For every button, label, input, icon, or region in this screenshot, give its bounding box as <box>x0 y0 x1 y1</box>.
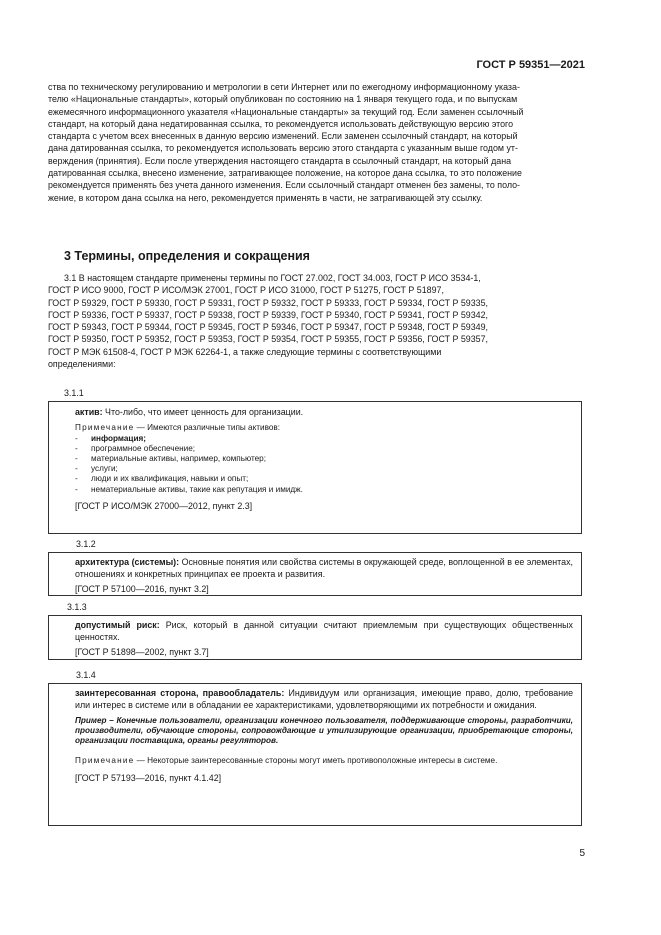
list-item: - услуги; <box>75 464 573 474</box>
note-label: Примечание <box>75 423 135 433</box>
term-text: Индивидуум или организация, имеющие право, долю, требование или интерес в системе или в обладании ее характеристиками, удовлетворяющими их потребности и ожидания. <box>75 688 574 711</box>
note-list <box>75 434 573 495</box>
text-line: ГОСТ Р 59329, ГОСТ Р 59330, ГОСТ Р 59331, ГОСТ Р 59332, ГОСТ Р 59333, ГОСТ Р 59334, ГОСТ Р 59335, <box>48 297 488 308</box>
term-number: 3.1.4 <box>76 670 96 680</box>
term-name: актив: <box>75 407 103 417</box>
text-line: телю «Национальные стандарты», который опубликован по состоянию на 1 января текущего года, и по выпускам <box>48 94 518 105</box>
term-box-architecture <box>48 552 582 596</box>
term-source: [ГОСТ Р ИСО/МЭК 27000—2012, пункт 2.3] <box>75 500 253 511</box>
term-name: архитектура (системы): <box>75 557 180 567</box>
term-definition <box>75 556 573 581</box>
term-text: Что-либо, что имеет ценность для организации. <box>102 407 304 417</box>
note-text: — Имеются различные типы активов: <box>134 423 281 433</box>
page-number: 5 <box>579 848 585 859</box>
term-number: 3.1.1 <box>64 388 84 398</box>
list-item: - информация; <box>75 434 573 444</box>
term-number: 3.1.2 <box>76 539 96 549</box>
intro-paragraph <box>48 81 582 204</box>
term-name: допустимый риск: <box>75 620 160 630</box>
term-name: заинтересованная сторона, правообладатель: <box>75 688 285 698</box>
list-item: - люди и их квалификация, навыки и опыт; <box>75 474 573 484</box>
text-line: рекомендуется применять без учета данного изменения. Если ссылочный стандарт отменен без замены, то поло- <box>48 180 521 191</box>
term-source: [ГОСТ Р 57193—2016, пункт 4.1.42] <box>75 772 222 783</box>
term-definition <box>75 406 573 418</box>
term-source: [ГОСТ Р 57100—2016, пункт 3.2] <box>75 583 209 594</box>
term-definition <box>75 687 573 712</box>
text-line: ства по техническому регулированию и метрологии в сети Интернет или по ежегодному информационному указа- <box>48 82 520 92</box>
term-box-asset <box>48 401 582 534</box>
term-number: 3.1.3 <box>67 602 87 612</box>
note-text: — Некоторые заинтересованные стороны могут иметь противоположные интересы в системе. <box>134 756 498 766</box>
term-source: [ГОСТ Р 51898—2002, пункт 3.7] <box>75 646 209 657</box>
term-box-acceptable-risk <box>48 615 582 660</box>
text-line: ГОСТ Р МЭК 61508-4, ГОСТ Р МЭК 62264-1, а также следующие термины с соответствующими <box>48 346 442 357</box>
text-line: определениями: <box>48 359 116 370</box>
text-line: жение, в котором дана ссылка на него, рекомендуется применять в части, не затрагивающей эту ссылку. <box>48 192 483 203</box>
term-definition <box>75 619 573 644</box>
text-line: дана датированная ссылка, то рекомендуется использовать версию этого стандарта с указанным выше годом ут- <box>48 143 518 154</box>
text-line: ГОСТ Р 59343, ГОСТ Р 59344, ГОСТ Р 59345, ГОСТ Р 59346, ГОСТ Р 59347, ГОСТ Р 59348, ГОСТ Р 59349, <box>48 322 488 333</box>
term-note <box>75 423 573 433</box>
text-line: 3.1 В настоящем стандарте применены термины по ГОСТ 27.002, ГОСТ 34.003, ГОСТ Р ИСО 3534-1, <box>64 273 481 283</box>
standard-header: ГОСТ Р 59351—2021 <box>476 59 585 71</box>
term-note <box>75 756 573 766</box>
note-label: Примечание <box>75 756 135 766</box>
term-text: Риск, который в данной ситуации считают приемлемым при существующих общественных ценностях. <box>75 620 573 643</box>
term-box-stakeholder <box>48 683 582 826</box>
text-line: стандарта с учетом всех внесенных в данную версию изменений. Если заменен ссылочный стандарт, на который <box>48 131 518 142</box>
list-item: - нематериальные активы, такие как репутация и имидж. <box>75 485 573 495</box>
text-line: ежемесячного информационного указателя «Национальные стандарты» за текущий год. Если заменен ссылочный <box>48 106 524 117</box>
text-line: ГОСТ Р ИСО 9000, ГОСТ Р ИСО/МЭК 27001, ГОСТ Р ИСО 31000, ГОСТ Р 51275, ГОСТ Р 51897, <box>48 285 444 296</box>
list-item: - программное обеспечение; <box>75 444 573 454</box>
clause-3-1 <box>48 272 582 370</box>
list-item: - материальные активы, например, компьютер; <box>75 454 573 464</box>
term-example: Пример – Конечные пользователи, организации конечного пользователя, поддерживающие стороны, разработчики, производители, обучающие стороны, сопровождающие и утилизирующие организации, приобретающие стороны, организации поставщика, органы регуляторов. <box>75 715 573 746</box>
text-line: верждения (принятия). Если после утверждения настоящего стандарта в ссылочный стандарт, на который дана <box>48 155 512 166</box>
text-line: ГОСТ Р 59336, ГОСТ Р 59337, ГОСТ Р 59338, ГОСТ Р 59339, ГОСТ Р 59340, ГОСТ Р 59341, ГОСТ Р 59342, <box>48 309 488 320</box>
text-line: стандарт, на который дана недатированная ссылка, то рекомендуется использовать действующую версию этого <box>48 118 514 129</box>
text-line: датированная ссылка, внесено изменение, затрагивающее положение, на которое дана ссылка, то это положение <box>48 168 522 179</box>
section-title: 3 Термины, определения и сокращения <box>64 249 310 263</box>
term-text: Основные понятия или свойства системы в окружающей среде, воплощенной в ее элементах, отношениях и конкретных принципах ее проекта и развития. <box>75 557 573 580</box>
text-line: ГОСТ Р 59350, ГОСТ Р 59352, ГОСТ Р 59353, ГОСТ Р 59354, ГОСТ Р 59355, ГОСТ Р 59356, ГОСТ Р 59357, <box>48 334 488 345</box>
